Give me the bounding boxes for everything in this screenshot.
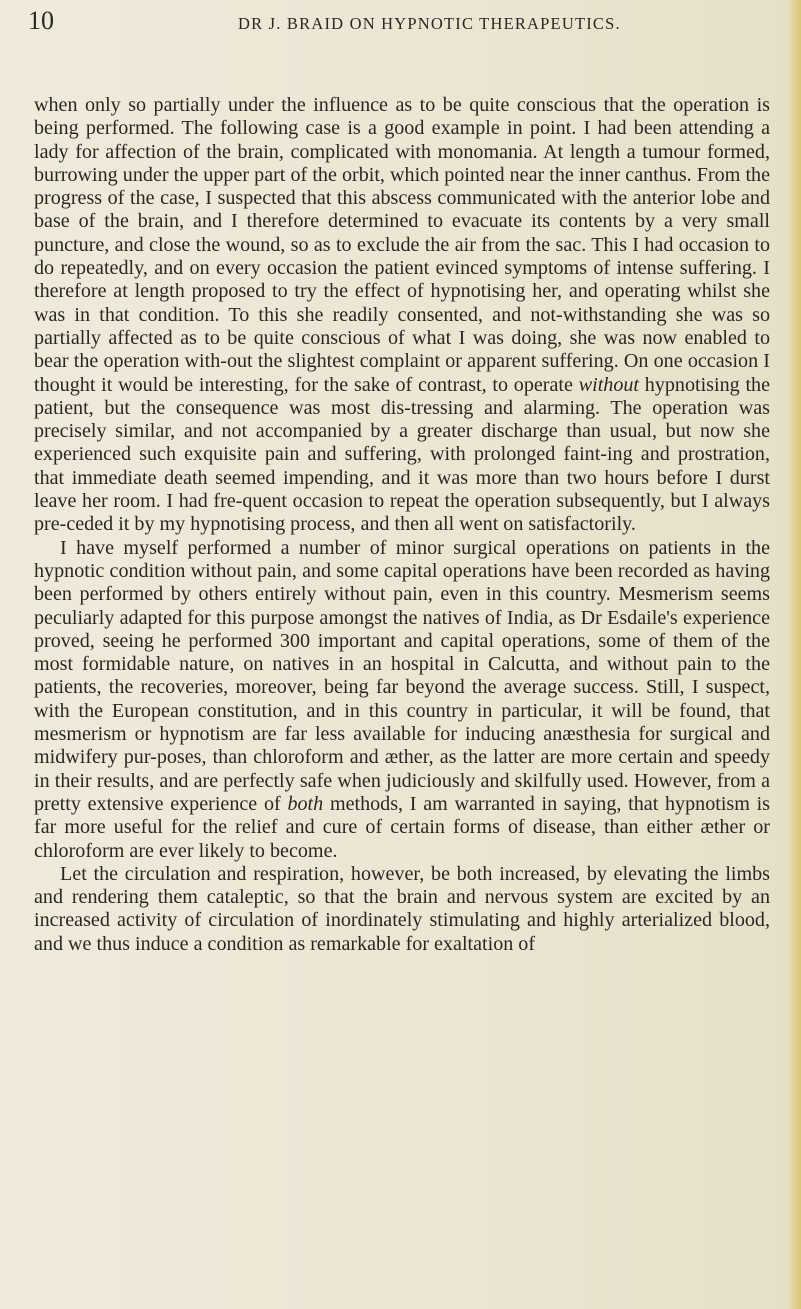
page-number: 10 <box>28 6 54 35</box>
paragraph-3: Let the circulation and respiration, however, be both increased, by elevating the limbs and rendering them cataleptic, so that the brain and nervous system are excited by an increased activity of circulation of inordinately stimulating and highly arterialized blood, and we thus induce a condition as remarkable for exaltation of <box>34 862 770 955</box>
page-edge <box>787 0 801 1309</box>
paragraph-1-text-b: hypnotising the patient, but the consequence was most dis-tressing and alarming. The operation was precisely similar, and not accompanied by a greater discharge than usual, but now she experienced such exquisite pain and suffering, with prolonged faint-ing and prostration, that immediate death seemed impending, and it was more than two hours before I durst leave her room. I had fre-quent occasion to repeat the operation subsequently, but I always pre-ceded it by my hypnotising process, and then all went on satisfactorily. <box>34 373 770 536</box>
emphasis-both: both <box>287 792 324 815</box>
paragraph-1 <box>34 94 770 537</box>
body-text <box>34 94 770 956</box>
paragraph-2-text-b: methods, I am warranted in saying, that hypnotism is far more useful for the relief and cure of certain forms of disease, than either æther or chloroform are ever likely to become. <box>34 792 770 862</box>
paragraph-1-text-a: when only so partially under the influence as to be quite conscious that the operation is being performed. The following case is a good example in point. I had been attending a lady for affection of the brain, complicated with monomania. At length a tumour formed, burrowing under the upper part of the orbit, which pointed near the inner canthus. From the progress of the case, I suspected that this abscess communicated with the anterior lobe and base of the brain, and I therefore determined to evacuate its contents by a very small puncture, and close the wound, so as to exclude the air from the sac. This I had occasion to do repeatedly, and on every occasion the patient evinced symptoms of intense suffering. I therefore at length proposed to try the effect of hypnotising her, and operating whilst she was in that condition. To this she readily consented, and not-withstanding she was so partially affected as to be quite conscious of what I was doing, she was now enabled to bear the operation with-out the slightest complaint or apparent suffering. On one occasion I thought it would be interesting, for the sake of contrast, to operate <box>34 94 770 396</box>
paragraph-2 <box>34 537 770 863</box>
running-head: DR J. BRAID ON HYPNOTIC THERAPEUTICS. <box>238 14 621 33</box>
paragraph-2-text-a: I have myself performed a number of minor surgical operations on patients in the hypnotic condition without pain, and some capital operations have been recorded as having been performed by others entirely without pain, even in this country. Mesmerism seems peculiarly adapted for this purpose amongst the natives of India, as Dr Esdaile's experience proved, seeing he performed 300 important and capital operations, some of them of the most formidable nature, on natives in an hospital in Calcutta, and without pain to the patients, the recoveries, moreover, being far beyond the average success. Still, I suspect, with the European constitution, and in this country in particular, it will be found, that mesmerism or hypnotism are far less available for inducing anæsthesia for surgical and midwifery pur-poses, than chloroform and æther, as the latter are more certain and speedy in their results, and are perfectly safe when judiciously and skilfully used. However, from a pretty extensive experience of <box>34 536 770 815</box>
page-header <box>28 2 770 42</box>
emphasis-without: without <box>578 373 639 396</box>
